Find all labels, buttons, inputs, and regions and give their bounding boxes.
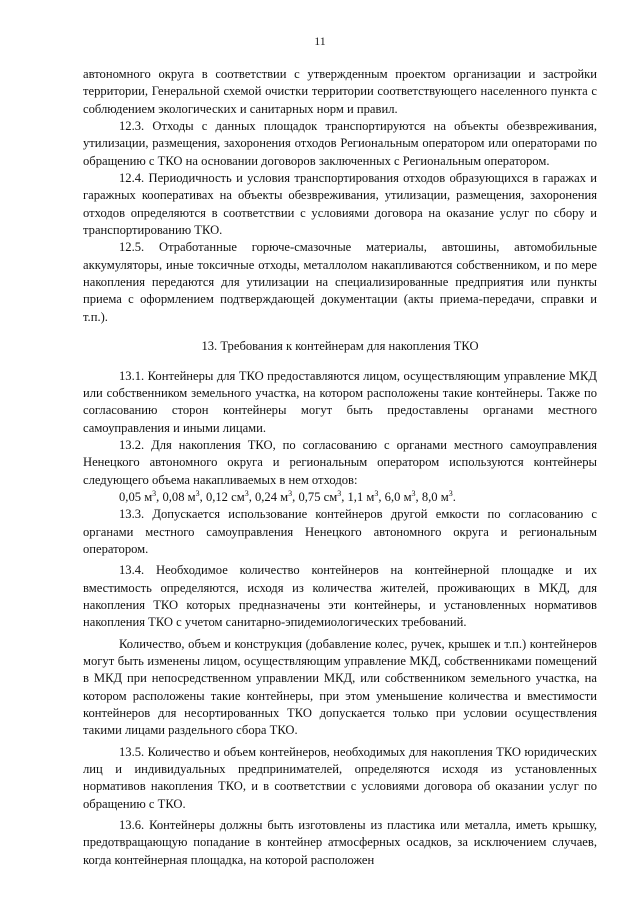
volume-item: 1,1 $м^3$, (347, 488, 385, 504)
volume-item: 0,12 $см^3$, (205, 488, 255, 504)
volume-item: 0,08 $м^3$, (162, 488, 206, 504)
document-body (83, 66, 597, 869)
volume-item: 0,24 $м^3$, (254, 488, 299, 504)
paragraph-12-3: 12.3. Отходы с данных площадок транспортируются на объекты обезвреживания, утилизации, размещения, захоронения отходов Региональным оператором или операторами по обращению с ТКО на основании договоров заключенных с Региональным оператором. (83, 119, 597, 168)
volume-item: 0,05 $м^3$, (119, 488, 163, 504)
volume-item: 8,0 $м^3$. (421, 488, 456, 504)
paragraph-12-4: 12.4. Периодичность и условия транспортирования отходов образующихся в гаражах и гаражных кооперативах на объекты обезвреживания, утилизации, размещения, захоронения отходов определяются в соответствии с условиями договора на оказание услуг по сбору и транспортированию ТКО. (83, 171, 597, 238)
paragraph-13-4-quantity: Количество, объем и конструкция (добавление колес, ручек, крышек и т.п.) контейнеров могут быть изменены лицом, осуществляющим управление МКД, собственниками помещений в МКД при непосредственном управлении МКД, или собственником земельного участка, на котором расположены такие контейнеры, при этом уменьшение количества и вместимости контейнеров для несортированных ТКО допускается только при условии осуществления такими лицами раздельного сбора ТКО. (83, 636, 597, 738)
page-number: 11 (314, 34, 326, 48)
paragraph-13-1: 13.1. Контейнеры для ТКО предоставляются лицом, осуществляющим управление МКД или собственником земельного участка, на котором расположены такие контейнеры. Также по согласованию сторон контейнеры могут быть предоставлены органами местного самоуправления и иными лицами. (83, 368, 597, 435)
paragraph-13-3: 13.3. Допускается использование контейнеров другой емкости по согласованию с органами местного самоуправления Ненецкого автономного округа и региональным оператором. (83, 507, 597, 556)
paragraph-12-5: 12.5. Отработанные горюче-смазочные материалы, автошины, автомобильные аккумуляторы, иные токсичные отходы, металлолом накапливаются собственником, и по мере накопления передаются для утилизации на специализированные предприятия или пункты приема с оформлением подтверждающей документации (акты приема-передачи, справки и т.п.). (83, 240, 597, 324)
section-heading-13: 13. Требования к контейнерам для накопления ТКО (201, 339, 479, 354)
paragraph-13-5: 13.5. Количество и объем контейнеров, необходимых для накопления ТКО юридических лиц и индивидуальных предпринимателей, определяются исходя из установленных нормативов накопления ТКО, и в соответствии с условиями договора об оказании услуг по обращению с ТКО. (83, 744, 597, 811)
paragraph-13-6: 13.6. Контейнеры должны быть изготовлены из пластика или металла, иметь крышку, предотвращающую попадание в контейнер атмосферных осадков, за исключением случаев, когда контейнерная площадка, на которой расположен (83, 818, 597, 867)
paragraph-12-2-continuation: автономного округа в соответствии с утвержденным проектом организации и застройки территории, Генеральной схемой очистки территории соответствующего населенного пункта с соблюдением экологических и санитарных норм и правил. (83, 67, 597, 116)
volume-item: 0,75 $см^3$, (298, 488, 348, 504)
container-volumes-list (83, 489, 597, 506)
paragraph-13-2: 13.2. Для накопления ТКО, по согласованию с органами местного самоуправления Ненецкого автономного округа и региональным оператором используются контейнеры следующего объема накапливаемых в нем отходов: (83, 437, 597, 487)
volume-item: 6,0 $м^3$, (384, 488, 422, 504)
paragraph-13-4: 13.4. Необходимое количество контейнеров на контейнерной площадке и их вместимость определяются, исходя из количества жителей, проживающих в МКД, для накопления ТКО которых предназначены эти контейнеры, и установленных нормативов накопления ТКО с учетом санитарно-эпидемиологических требований. (83, 563, 597, 630)
